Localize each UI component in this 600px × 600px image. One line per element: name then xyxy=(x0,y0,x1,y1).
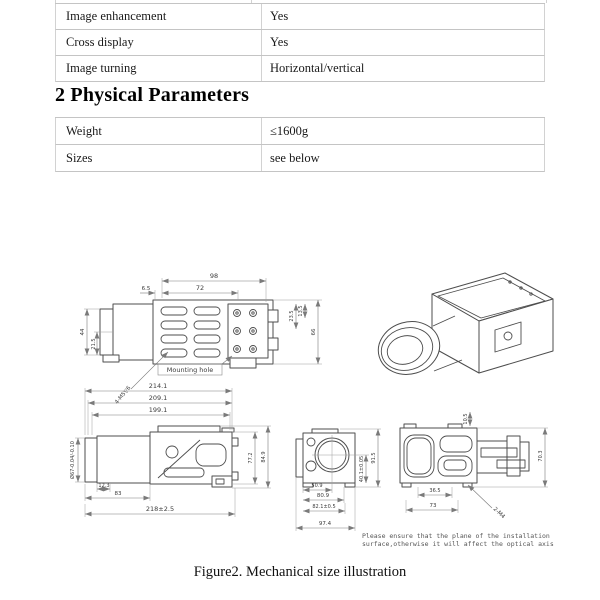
view-bottom-mounting xyxy=(80,272,322,406)
spec-table-display xyxy=(55,3,545,82)
installation-note xyxy=(362,532,554,548)
dim-218: 218±2.5 xyxy=(145,505,175,513)
table-row xyxy=(55,4,545,30)
note-line-2: surface,otherwise it will affect the optical axis xyxy=(362,540,554,548)
spec-table-physical xyxy=(55,117,545,172)
dim-70-3: 70.3 xyxy=(538,450,544,462)
param-cell: Weight xyxy=(56,118,262,144)
value-cell: Horizontal/vertical xyxy=(270,61,365,75)
section-heading: 2 Physical Parameters xyxy=(55,84,250,106)
dim-82-1: 82.1±0.5 xyxy=(312,504,336,510)
table-row xyxy=(55,145,545,172)
thread-callout-rear-label: 2-M4 xyxy=(491,506,506,521)
dim-12-3: 12.3 xyxy=(98,483,110,489)
dim-91-5: 91.5 xyxy=(371,452,377,464)
dim-23-5: 23.5 xyxy=(289,310,295,322)
dim-98: 98 xyxy=(209,272,219,280)
dim-6-5: 6.5 xyxy=(141,286,151,292)
param-cell: Cross display xyxy=(56,30,262,55)
figure-caption: Figure2. Mechanical size illustration xyxy=(193,564,407,580)
dim-66: 66 xyxy=(311,328,317,336)
dim-40-1: 40.1±0.05 xyxy=(359,455,365,483)
dim-97-4: 97.4 xyxy=(318,521,332,527)
dim-72: 72 xyxy=(195,284,205,292)
dim-199-1: 199.1 xyxy=(148,406,168,414)
dim-10-5: 10.5 xyxy=(463,413,469,425)
dim-209-1: 209.1 xyxy=(148,394,168,402)
dim-84-9: 84.9 xyxy=(261,451,267,463)
view-rear xyxy=(400,412,548,520)
dim-50-9: 50.9 xyxy=(311,483,323,489)
table-row xyxy=(55,56,545,82)
dim-21-5: 21.5 xyxy=(91,338,97,350)
dim-44: 44 xyxy=(80,328,86,336)
dim-77-2: 77.2 xyxy=(248,452,254,464)
dim-13-5: 13.5 xyxy=(298,305,304,317)
mounting-hole-label: Mounting hole xyxy=(166,366,214,374)
param-cell: Image enhancement xyxy=(56,4,262,29)
dim-lens-diameter: Ø67-0.04/-0.10 xyxy=(70,441,76,479)
param-cell: Image turning xyxy=(56,56,262,81)
value-cell: see below xyxy=(270,150,320,165)
thread-callout-label: 4-M5▽6 xyxy=(114,385,133,406)
mechanical-drawing xyxy=(0,252,600,562)
table-row xyxy=(55,30,545,56)
param-cell: Sizes xyxy=(56,145,262,171)
view-side xyxy=(69,382,271,517)
value-cell: ≤1600g xyxy=(270,123,309,138)
dim-73: 73 xyxy=(429,503,437,509)
value-cell: Yes xyxy=(270,35,289,49)
view-isometric xyxy=(372,273,553,382)
value-cell: Yes xyxy=(270,9,289,23)
view-front xyxy=(296,429,381,531)
table-row xyxy=(55,118,545,145)
dim-83: 83 xyxy=(114,491,122,497)
dim-80-9: 80.9 xyxy=(316,493,330,499)
note-line-1: Please ensure that the plane of the installation xyxy=(362,532,550,540)
dim-214-1: 214.1 xyxy=(148,382,168,390)
dim-36-5: 36.5 xyxy=(429,488,441,494)
